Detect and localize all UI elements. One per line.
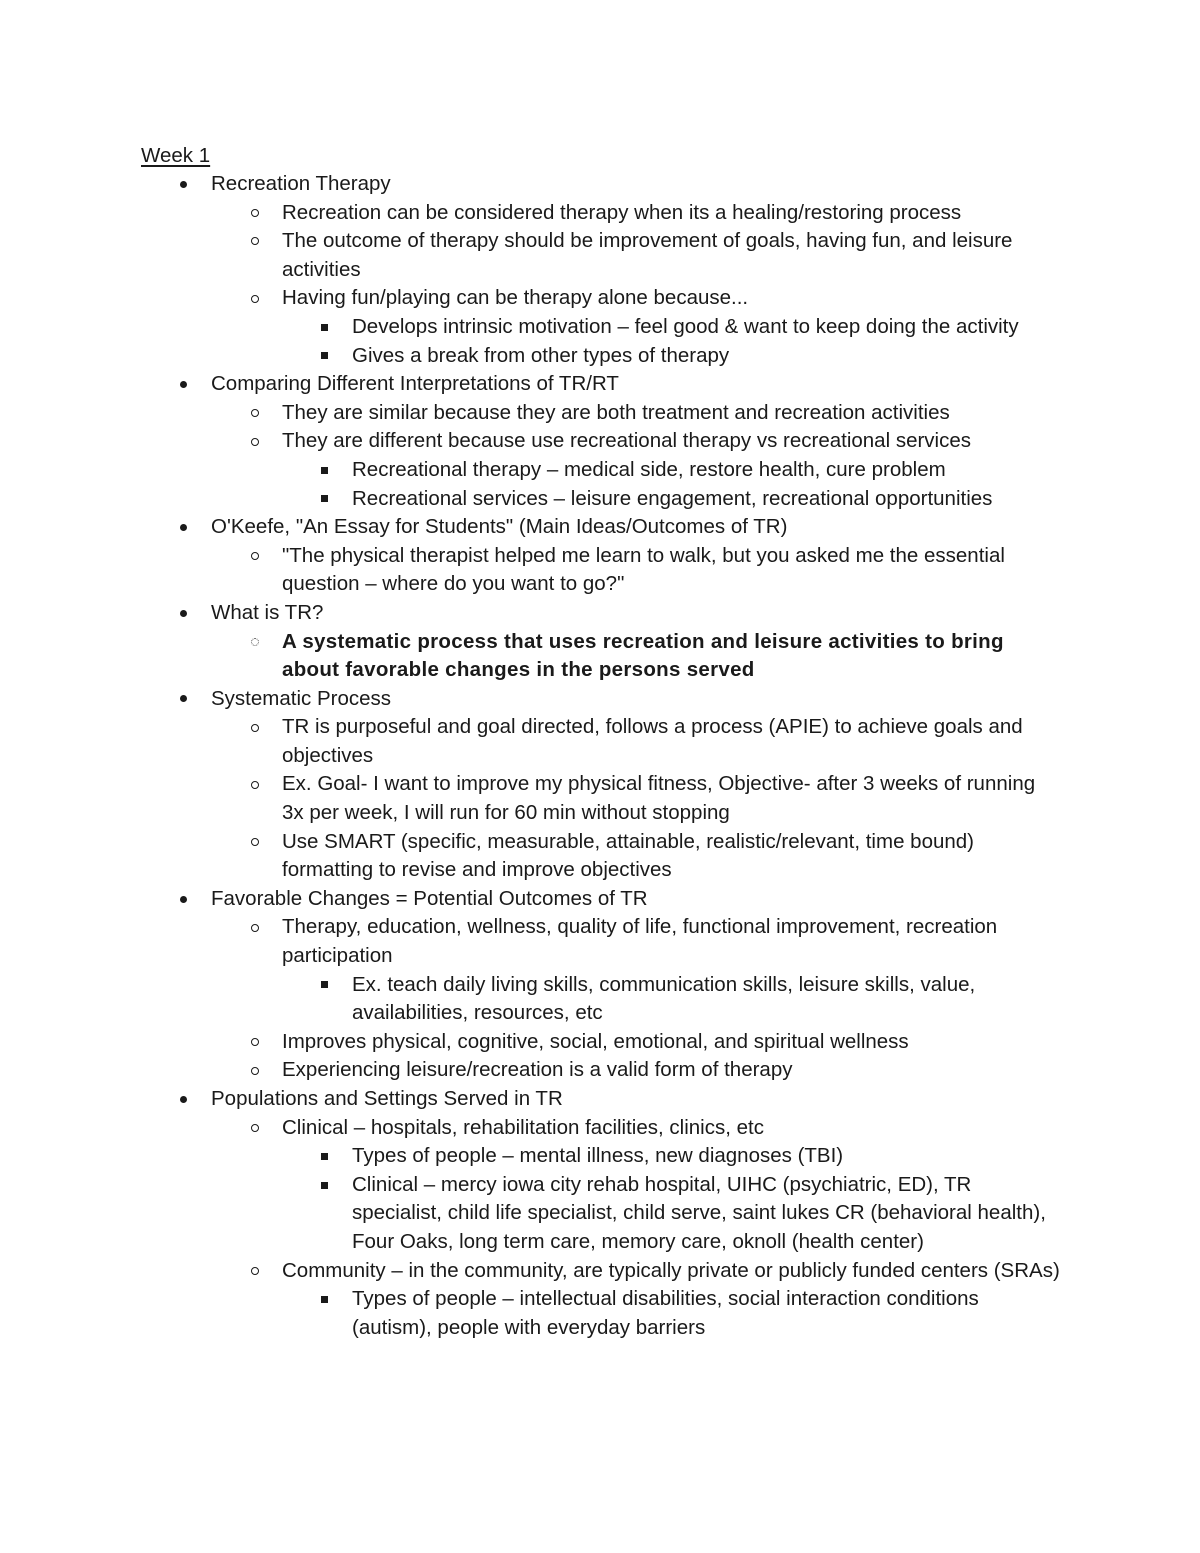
bullet-disc-icon xyxy=(176,685,190,714)
list-item-level-1 xyxy=(0,370,1200,399)
list-item-text: Clinical – hospitals, rehabilitation facilities, clinics, etc xyxy=(282,1115,764,1139)
list-item-text: Having fun/playing can be therapy alone because... xyxy=(282,286,749,310)
list-item-text: TR is purposeful and goal directed, follows a process (APIE) to achieve goals and objectives xyxy=(282,715,1023,767)
list-item-level-1 xyxy=(0,1085,1200,1114)
list-item-text: Recreation Therapy xyxy=(211,172,391,195)
bullet-disc-icon xyxy=(176,513,190,542)
list-item-text: "The physical therapist helped me learn to walk, but you asked me the essential question – where do you want to go?" xyxy=(282,543,1005,596)
list-item-text: Comparing Different Interpretations of TR/RT xyxy=(211,372,619,396)
list-item-text: What is TR? xyxy=(211,600,324,624)
bullet-square-icon xyxy=(317,1142,331,1171)
list-item-text: Types of people – intellectual disabilities, social interaction conditions (autism), people with everyday barriers xyxy=(352,1287,979,1339)
bullet-disc-icon xyxy=(176,885,190,914)
list-item-level-3 xyxy=(0,971,1200,1028)
bullet-circle-icon xyxy=(248,1257,262,1286)
list-item-level-3 xyxy=(0,485,1200,514)
list-item-text: Experiencing leisure/recreation is a valid form of therapy xyxy=(282,1058,793,1082)
list-item-text: Recreation can be considered therapy when its a healing/restoring process xyxy=(282,200,962,224)
list-item-level-2 xyxy=(0,770,1200,827)
list-item-text: The outcome of therapy should be improvement of goals, having fun, and leisure activities xyxy=(282,229,1013,281)
notes-outline xyxy=(0,170,1200,1342)
list-item-level-3 xyxy=(0,342,1200,371)
bullet-circle-icon xyxy=(248,828,262,857)
list-item-text: Recreational services – leisure engagement, recreational opportunities xyxy=(352,486,993,510)
list-item-level-3 xyxy=(0,456,1200,485)
list-item-level-1 xyxy=(0,685,1200,714)
list-item-level-2 xyxy=(0,427,1200,456)
list-item-text: Therapy, education, wellness, quality of life, functional improvement, recreation participation xyxy=(282,915,998,968)
list-item-level-1 xyxy=(0,599,1200,628)
list-item-text: Ex. teach daily living skills, communication skills, leisure skills, value, availabilities, resources, etc xyxy=(352,972,976,1025)
list-item-level-2 xyxy=(0,1028,1200,1057)
list-item-level-2 xyxy=(0,913,1200,970)
bullet-disc-icon xyxy=(176,1085,190,1114)
list-item-level-3 xyxy=(0,1142,1200,1171)
bullet-circle-icon xyxy=(248,713,262,742)
list-item-level-1 xyxy=(0,885,1200,914)
bullet-circle-icon xyxy=(248,284,262,313)
list-item-level-2 xyxy=(0,1114,1200,1143)
list-item-level-2 xyxy=(0,628,1200,685)
bullet-circle-icon xyxy=(248,427,262,456)
bullet-circle-icon xyxy=(248,770,262,799)
list-item-level-3 xyxy=(0,1285,1200,1342)
list-item-text: Clinical – mercy iowa city rehab hospital, UIHC (psychiatric, ED), TR specialist, child life specialist, child serve, saint lukes CR (behavioral health), Four Oaks, long term care, memory care, oknoll (health center) xyxy=(352,1172,1046,1253)
bullet-circle-icon xyxy=(248,227,262,256)
bullet-circle-icon xyxy=(248,542,262,571)
list-item-level-2 xyxy=(0,1056,1200,1085)
list-item-level-2 xyxy=(0,284,1200,313)
bullet-disc-icon xyxy=(176,599,190,628)
list-item-level-3 xyxy=(0,1171,1200,1257)
page-title: Week 1 xyxy=(141,144,211,167)
bullet-square-icon xyxy=(317,313,331,342)
bullet-square-icon xyxy=(317,485,331,514)
list-item-text: They are similar because they are both treatment and recreation activities xyxy=(282,400,950,424)
list-item-level-2 xyxy=(0,713,1200,770)
list-item-level-2 xyxy=(0,199,1200,228)
list-item-text: Ex. Goal- I want to improve my physical fitness, Objective- after 3 weeks of running 3x per week, I will run for 60 min without stopping xyxy=(282,772,1036,825)
bullet-circle-icon xyxy=(248,1056,262,1085)
bullet-circle-icon xyxy=(248,1028,262,1057)
bullet-square-icon xyxy=(317,1171,331,1200)
list-item-text: Systematic Process xyxy=(211,686,391,710)
bullet-square-icon xyxy=(317,1285,331,1314)
list-item-level-2 xyxy=(0,399,1200,428)
bullet-square-icon xyxy=(317,456,331,485)
list-item-text: Types of people – mental illness, new diagnoses (TBI) xyxy=(352,1144,844,1168)
list-item-text: Recreational therapy – medical side, restore health, cure problem xyxy=(352,457,946,481)
list-item-text: Improves physical, cognitive, social, emotional, and spiritual wellness xyxy=(282,1029,909,1053)
bullet-circle-icon xyxy=(248,913,262,942)
list-item-text: A systematic process that uses recreation and leisure activities to bring about favorable changes in the persons served xyxy=(282,629,1004,682)
list-item-level-2 xyxy=(0,542,1200,599)
list-item-text: Populations and Settings Served in TR xyxy=(211,1087,563,1110)
list-item-level-1 xyxy=(0,170,1200,199)
list-item-text: They are different because use recreational therapy vs recreational services xyxy=(282,429,972,453)
list-item-text: Use SMART (specific, measurable, attainable, realistic/relevant, time bound) formatting to revise and improve objectives xyxy=(282,829,974,882)
bullet-circle-icon xyxy=(248,1114,262,1143)
list-item-text: Develops intrinsic motivation – feel good & want to keep doing the activity xyxy=(352,314,1019,338)
bullet-disc-icon xyxy=(176,170,190,199)
bullet-circle-icon xyxy=(248,399,262,428)
bullet-circle-icon xyxy=(248,628,262,657)
list-item-text: Gives a break from other types of therapy xyxy=(352,343,730,367)
list-item-level-2 xyxy=(0,227,1200,284)
bullet-disc-icon xyxy=(176,370,190,399)
bullet-square-icon xyxy=(317,971,331,1000)
bullet-circle-icon xyxy=(248,199,262,228)
list-item-level-1 xyxy=(0,513,1200,542)
list-item-level-2 xyxy=(0,1257,1200,1286)
list-item-text: O'Keefe, "An Essay for Students" (Main Ideas/Outcomes of TR) xyxy=(211,515,788,539)
list-item-text: Community – in the community, are typically private or publicly funded centers (SRAs) xyxy=(282,1258,1060,1282)
list-item-level-2 xyxy=(0,828,1200,885)
list-item-text: Favorable Changes = Potential Outcomes of TR xyxy=(211,886,648,910)
list-item-level-3 xyxy=(0,313,1200,342)
bullet-square-icon xyxy=(317,342,331,371)
